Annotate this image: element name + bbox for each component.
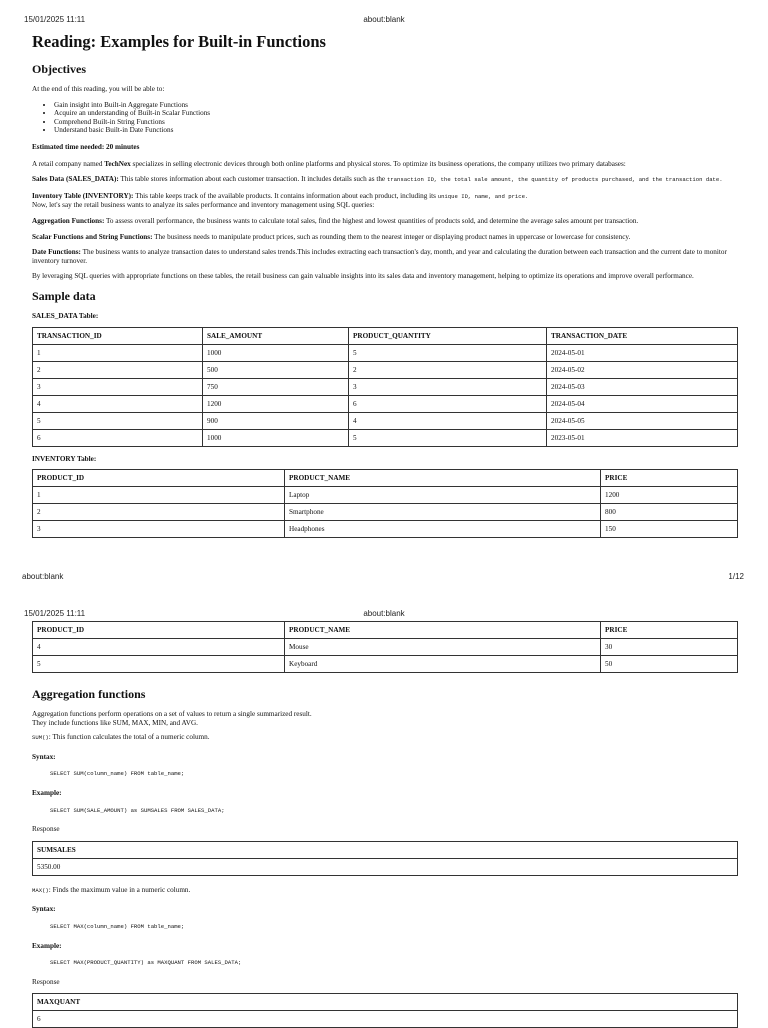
table-row (33, 504, 738, 521)
page-2 (32, 621, 738, 1028)
objective-item: • Understand basic Built-in Date Functions (54, 126, 738, 135)
text-span: Aggregation functions perform operations on a set of values to return a single summarized result. (32, 710, 312, 718)
aggregation-paragraph (32, 217, 738, 226)
table-cell: 3 (33, 521, 285, 538)
table-row (33, 639, 738, 656)
table-header-cell: PRODUCT_NAME (285, 470, 601, 487)
example-label: Example: (32, 941, 62, 950)
table-cell: 2023-05-01 (547, 429, 738, 446)
text-span: The business wants to analyze transaction dates to understand sales trends.This includes extracting each transaction's day, month, and year and calculating the duration between each transaction and the current date to monitor inventory turnover. (32, 248, 727, 265)
response-label: Response (32, 977, 60, 986)
syntax-label: Syntax: (32, 905, 56, 914)
table-cell: 900 (203, 412, 349, 429)
table-header-cell: SUMSALES (33, 841, 738, 858)
page-number: 1/12 (728, 572, 744, 581)
objectives-intro: At the end of this reading, you will be able to: (32, 85, 165, 93)
text-span: : This function calculates the total of a numeric column. (48, 733, 210, 742)
company-paragraph (32, 160, 738, 169)
table-header-row (33, 841, 738, 858)
text-span: They include functions like SUM, MAX, MIN, and AVG. (32, 718, 198, 727)
table-cell: 3 (33, 378, 203, 395)
table-cell: Keyboard (285, 656, 601, 673)
table-cell: 2024-05-05 (547, 412, 738, 429)
sample-data-heading: Sample data (32, 288, 96, 303)
scalar-paragraph (32, 233, 738, 242)
sales-data-table (32, 327, 738, 447)
objective-item: • Gain insight into Built-in Aggregate Functions (54, 101, 738, 110)
table-header-cell: PRODUCT_QUANTITY (349, 327, 547, 344)
table-row (33, 521, 738, 538)
table-cell: 4 (33, 395, 203, 412)
code-block: SELECT SUM(SALE_AMOUNT) as SUMSALES FROM SALES_DATA; (50, 806, 225, 814)
objectives-heading: Objectives (32, 62, 86, 76)
inline-code: transaction ID, the total sale amount, the quantity of products purchased, and the transaction date. (386, 176, 723, 184)
inventory-paragraph (32, 192, 738, 202)
page-1 (32, 32, 738, 538)
table-cell: 50 (601, 656, 738, 673)
table-header-row (33, 622, 738, 639)
table-cell: Mouse (285, 639, 601, 656)
code-block: SELECT SUM(column_name) FROM table_name; (50, 770, 185, 778)
table-cell: 5 (349, 429, 547, 446)
max-description (32, 886, 738, 896)
table-header-row (33, 470, 738, 487)
table-cell: 5 (349, 344, 547, 361)
inline-code: unique ID, name, and price. (437, 192, 529, 200)
leverage-paragraph: By leveraging SQL queries with appropriate functions on these tables, the retail business can gain valuable insights into its sales data and inventory management, helping to optimize its operations and improve overall performance. (32, 272, 694, 281)
table-row (33, 858, 738, 875)
table-cell: 2024-05-03 (547, 378, 738, 395)
inventory-table-continued (32, 621, 738, 673)
response-label: Response (32, 825, 60, 834)
table-row (33, 361, 738, 378)
table-header-cell: PRODUCT_ID (33, 470, 285, 487)
table-cell: 6 (349, 395, 547, 412)
sales-data-label: Sales Data (SALES_DATA): (32, 175, 119, 184)
table-row (33, 344, 738, 361)
table-cell: 4 (33, 639, 285, 656)
objectives-list (32, 101, 738, 135)
table-header-cell: TRANSACTION_ID (33, 327, 203, 344)
print-datetime: 15/01/2025 11:11 (24, 609, 86, 618)
table-cell: 2024-05-01 (547, 344, 738, 361)
table-cell: 6 (33, 429, 203, 446)
table-cell: 5 (33, 412, 203, 429)
syntax-label: Syntax: (32, 752, 56, 761)
objective-item: • Acquire an understanding of Built-in Scalar Functions (54, 109, 738, 118)
text-span: A retail company named (32, 159, 105, 168)
sales-data-paragraph (32, 175, 738, 185)
max-result-table (32, 993, 738, 1028)
inventory-table (32, 469, 738, 538)
table-header-cell: PRODUCT_ID (33, 622, 285, 639)
table-cell: 1200 (203, 395, 349, 412)
inventory-table-label: INVENTORY Table: (32, 454, 97, 463)
text-span: To assess overall performance, the business wants to calculate total sales, find the highest and lowest quantities of products sold, and determine the average sales amount per transaction. (104, 216, 639, 225)
table-cell: 2 (33, 504, 285, 521)
code-block: SELECT MAX(column_name) FROM table_name; (50, 922, 185, 930)
sales-table-label: SALES_DATA Table: (32, 311, 99, 320)
table-row (33, 412, 738, 429)
table-row (33, 487, 738, 504)
sum-description (32, 733, 738, 743)
table-header-cell: SALE_AMOUNT (203, 327, 349, 344)
table-cell: 2 (33, 361, 203, 378)
table-header-cell: PRODUCT_NAME (285, 622, 601, 639)
print-url: about:blank (363, 609, 405, 618)
table-cell: 2024-05-02 (547, 361, 738, 378)
table-cell: 750 (203, 378, 349, 395)
print-url: about:blank (363, 15, 405, 24)
page-title: Reading: Examples for Built-in Functions (32, 32, 326, 51)
inline-code: MAX() (32, 886, 49, 894)
table-header-cell: MAXQUANT (33, 994, 738, 1011)
inventory-label: Inventory Table (INVENTORY): (32, 191, 134, 200)
print-datetime: 15/01/2025 11:11 (24, 15, 86, 24)
table-cell: 6 (33, 1011, 738, 1028)
table-cell: 3 (349, 378, 547, 395)
scalar-label: Scalar Functions and String Functions: (32, 232, 153, 241)
table-cell: 1000 (203, 344, 349, 361)
objective-item: • Comprehend Built-in String Functions (54, 118, 738, 127)
text-span: This table keeps track of the available products. It contains information about each product, including its (133, 191, 438, 200)
table-cell: 30 (601, 639, 738, 656)
text-span: specializes in selling electronic devices through both online platforms and physical stores. To optimize its business operations, the company utilizes two primary databases: (130, 159, 626, 168)
text-span: This table stores information about each customer transaction. It includes details such as the (118, 175, 387, 184)
table-cell: 2024-05-04 (547, 395, 738, 412)
aggregation-intro (32, 710, 738, 727)
table-cell: 5 (33, 656, 285, 673)
table-row (33, 429, 738, 446)
date-paragraph (32, 248, 738, 265)
table-cell: Smartphone (285, 504, 601, 521)
text-span: The business needs to manipulate product prices, such as rounding them to the nearest integer or displaying product names in uppercase or lowercase for consistency. (152, 232, 631, 241)
table-cell: 1000 (203, 429, 349, 446)
table-header-row (33, 994, 738, 1011)
table-cell: 500 (203, 361, 349, 378)
date-label: Date Functions: (32, 248, 81, 257)
table-header-cell: PRICE (601, 470, 738, 487)
code-block: SELECT MAX(PRODUCT_QUANTITY) as MAXQUANT FROM SALES_DATA; (50, 959, 242, 967)
table-row (33, 656, 738, 673)
table-cell: 150 (601, 521, 738, 538)
table-cell: 4 (349, 412, 547, 429)
table-row (33, 1011, 738, 1028)
table-cell: 2 (349, 361, 547, 378)
text-span: : Finds the maximum value in a numeric column. (48, 885, 191, 894)
sum-result-table (32, 841, 738, 876)
table-cell: Laptop (285, 487, 601, 504)
example-label: Example: (32, 788, 62, 797)
table-cell: 800 (601, 504, 738, 521)
table-header-cell: TRANSACTION_DATE (547, 327, 738, 344)
table-cell: 5350.00 (33, 858, 738, 875)
table-header-row (33, 327, 738, 344)
aggregation-heading: Aggregation functions (32, 687, 146, 701)
table-header-cell: PRICE (601, 622, 738, 639)
print-url: about:blank (22, 572, 64, 581)
table-cell: 1 (33, 487, 285, 504)
company-name: TechNex (104, 159, 131, 168)
table-cell: 1 (33, 344, 203, 361)
table-cell: Headphones (285, 521, 601, 538)
inline-code: SUM() (32, 734, 49, 742)
aggregation-label: Aggregation Functions: (32, 216, 105, 225)
table-row (33, 395, 738, 412)
table-row (33, 378, 738, 395)
table-cell: 1200 (601, 487, 738, 504)
analyze-paragraph: Now, let's say the retail business wants to analyze its sales performance and inventory management using SQL queries: (32, 201, 375, 210)
estimated-time: Estimated time needed: 20 minutes (32, 142, 140, 151)
